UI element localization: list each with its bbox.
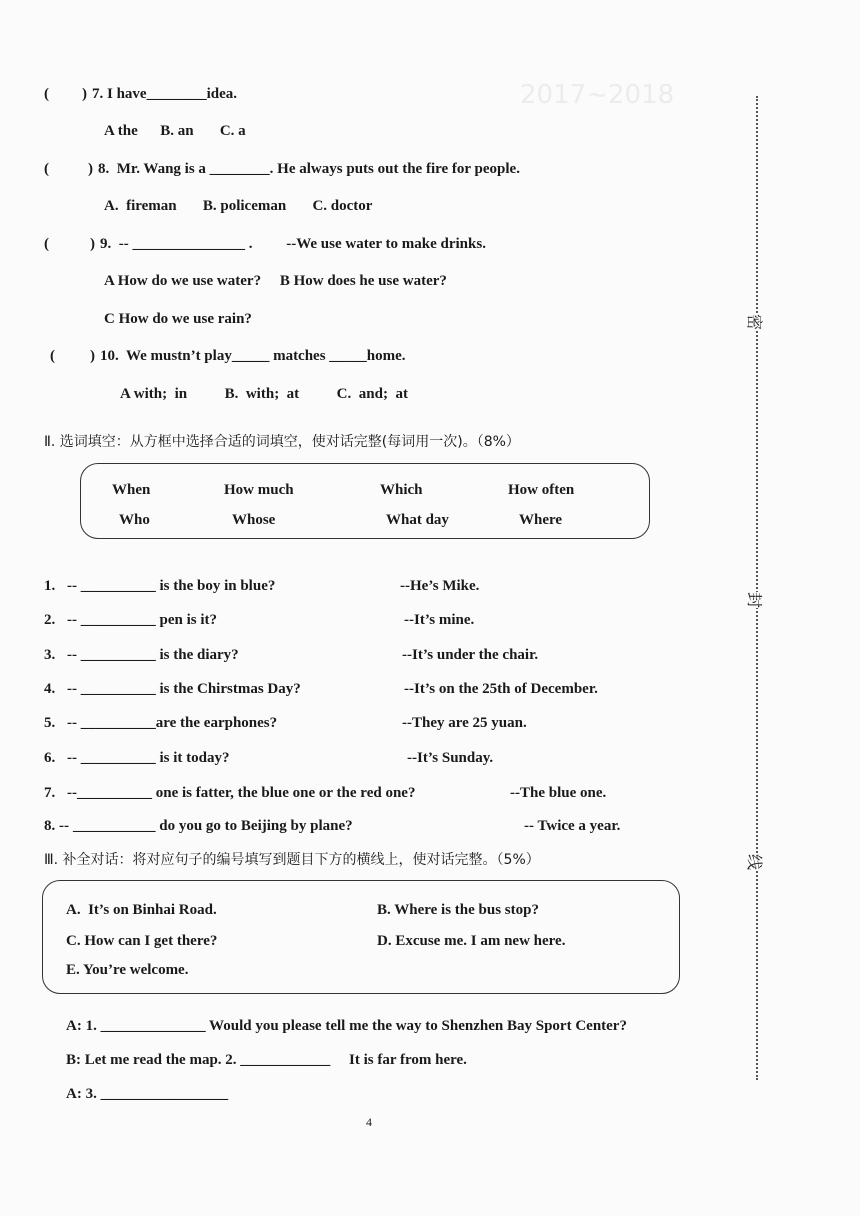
page-number: 4 <box>366 1115 372 1129</box>
section2-heading: Ⅱ. 选词填空：从方框中选择合适的词填空，使对话完整(每词用一次)。（8%） <box>44 434 520 450</box>
fill-item-question: -- __________ is the Chirstmas Day? <box>67 681 301 697</box>
fill-item-answer: --It’s under the chair. <box>402 647 539 663</box>
word-bank-word: Which <box>380 482 423 498</box>
fill-item-question: --__________ one is fatter, the blue one or the red one? <box>67 785 416 801</box>
choice-item: A. It’s on Binhai Road. <box>66 902 217 918</box>
q8-paren-close: ) <box>88 161 93 177</box>
fill-item-answer: --He’s Mike. <box>400 578 480 594</box>
word-bank-word: When <box>112 482 151 498</box>
fill-item-answer: --It’s mine. <box>404 612 475 628</box>
word-bank-box <box>80 463 650 539</box>
fill-item-question: -- __________ is it today? <box>67 750 230 766</box>
fill-item-answer: --It’s Sunday. <box>407 750 494 766</box>
q8-options: A. fireman B. policeman C. doctor <box>104 198 373 214</box>
fill-item-question: -- __________ is the diary? <box>67 647 239 663</box>
bleed-through-title: 2017~2018 <box>520 80 675 110</box>
word-bank-word: How much <box>224 482 294 498</box>
q8-stem: 8. Mr. Wang is a ________. He always puts out the fire for people. <box>98 161 520 177</box>
fill-item-question: -- __________ is the boy in blue? <box>67 578 276 594</box>
fill-item-number: 8. -- <box>44 818 69 834</box>
fill-item-answer: --They are 25 yuan. <box>402 715 527 731</box>
fill-item-answer: --The blue one. <box>510 785 607 801</box>
q7-stem: 7. I have________idea. <box>92 86 238 102</box>
q7-paren-close: ) <box>82 86 87 102</box>
seal-char-feng: 封 <box>745 591 765 609</box>
fill-item-number: 4. <box>44 681 56 697</box>
q8-paren-open: ( <box>44 161 49 177</box>
q10-paren-close: ) <box>90 348 95 364</box>
fill-item-answer: --It’s on the 25th of December. <box>404 681 598 697</box>
fill-item-number: 2. <box>44 612 56 628</box>
dialogue-line: A: 1. ______________ Would you please tell me the way to Shenzhen Bay Sport Center? <box>66 1018 627 1034</box>
q7-paren-open: ( <box>44 86 49 102</box>
section3-heading: Ⅲ. 补全对话：将对应句子的编号填写到题目下方的横线上，使对话完整。（5%） <box>44 852 540 868</box>
q9-option-a-b: A How do we use water? B How does he use water? <box>104 273 447 289</box>
seal-char-xian: 线 <box>745 853 765 871</box>
q9-option-c: C How do we use rain? <box>104 311 252 327</box>
q10-paren-open: ( <box>50 348 55 364</box>
choice-item: C. How can I get there? <box>66 933 218 949</box>
word-bank-word: Where <box>519 512 563 528</box>
dialogue-line: B: Let me read the map. 2. ____________ It is far from here. <box>66 1052 467 1068</box>
q9-paren-open: ( <box>44 236 49 252</box>
q10-stem: 10. We mustn’t play_____ matches _____home. <box>100 348 406 364</box>
word-bank-word: What day <box>386 512 449 528</box>
word-bank-word: Whose <box>232 512 276 528</box>
fill-item-number: 3. <box>44 647 56 663</box>
fill-item-question: ___________ do you go to Beijing by plane? <box>73 818 353 834</box>
fill-item-number: 7. <box>44 785 56 801</box>
fill-item-question: -- __________ pen is it? <box>67 612 217 628</box>
fill-item-answer: -- Twice a year. <box>524 818 621 834</box>
binding-dotted-line <box>756 96 758 1080</box>
choice-item: E. You’re welcome. <box>66 962 189 978</box>
q7-options: A the B. an C. a <box>104 123 246 139</box>
fill-item-number: 6. <box>44 750 56 766</box>
fill-item-number: 5. <box>44 715 56 731</box>
word-bank-word: Who <box>119 512 150 528</box>
choice-item: D. Excuse me. I am new here. <box>377 933 566 949</box>
q9-paren-close: ) <box>90 236 95 252</box>
fill-item-number: 1. <box>44 578 56 594</box>
seal-char-mi: 密 <box>745 313 765 331</box>
q9-stem: 9. -- _______________ . --We use water to make drinks. <box>100 236 486 252</box>
fill-item-question: -- __________are the earphones? <box>67 715 278 731</box>
dialogue-line: A: 3. _________________ <box>66 1086 229 1102</box>
choice-item: B. Where is the bus stop? <box>377 902 539 918</box>
word-bank-word: How often <box>508 482 575 498</box>
q10-options: A with; in B. with; at C. and; at <box>120 386 408 402</box>
